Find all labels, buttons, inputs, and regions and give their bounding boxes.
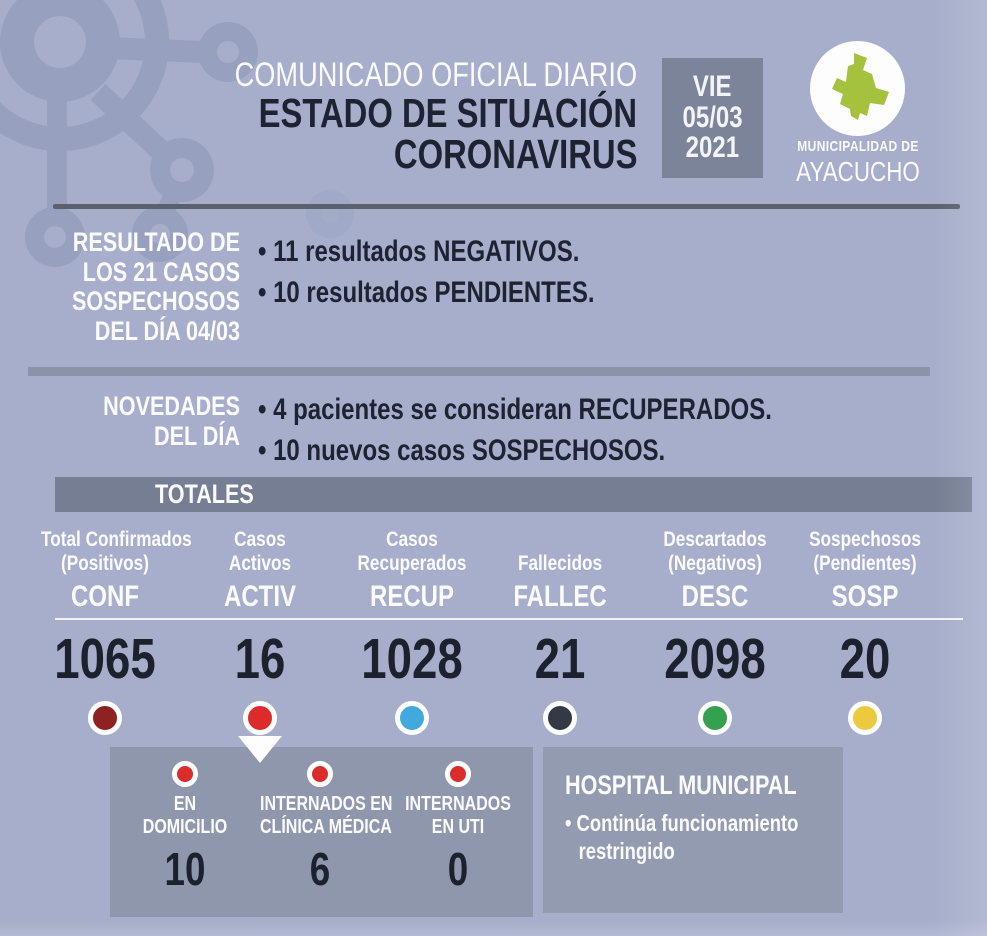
breakdown-item-uti	[383, 747, 533, 895]
column-value: 1028	[361, 627, 463, 691]
date-box	[662, 58, 763, 178]
active-pointer-triangle-icon	[238, 736, 282, 763]
bullet-item: • 4 pacientes se consideran RECUPERADOS.	[258, 393, 772, 426]
totals-column-desc	[635, 523, 795, 735]
header-divider	[53, 204, 960, 209]
label-line: DEL DÍA	[153, 420, 240, 451]
column-name: (Negativos)	[668, 551, 762, 576]
breakdown-label: DOMICILIO	[142, 816, 228, 838]
column-value: 16	[234, 627, 286, 691]
municipality-name	[770, 139, 946, 186]
label-line: LOS 21 CASOS	[82, 256, 240, 287]
breakdown-value: 6	[309, 843, 331, 895]
column-abbr: CONF	[71, 580, 139, 613]
status-dot	[698, 701, 732, 735]
breakdown-value: 0	[447, 843, 469, 895]
breakdown-item-domicilio	[110, 747, 260, 895]
resultado-section-label	[0, 228, 240, 347]
totals-column-conf	[25, 523, 192, 735]
column-abbr: RECUP	[369, 580, 454, 613]
totales-header-bar	[55, 477, 972, 512]
column-name: Casos	[234, 526, 286, 551]
breakdown-item-clinica	[245, 747, 395, 895]
hospital-note-line: restringido	[578, 837, 675, 864]
breakdown-label: INTERNADOS EN	[260, 793, 393, 815]
column-abbr: ACTIV	[224, 580, 296, 613]
novedades-section-label	[0, 392, 240, 451]
totals-column-activ	[180, 523, 340, 735]
column-value: 20	[839, 627, 891, 691]
column-value: 1065	[54, 627, 156, 691]
status-dot	[848, 701, 882, 735]
column-name: Fallecidos	[517, 551, 603, 576]
status-dot	[395, 701, 429, 735]
active-breakdown-panel	[110, 747, 533, 917]
label-line: DEL DÍA 04/03	[94, 316, 240, 347]
column-abbr: SOSP	[831, 580, 899, 613]
status-dot	[243, 701, 277, 735]
column-name: (Positivos)	[61, 551, 149, 576]
status-dot	[307, 761, 333, 787]
column-value: 2098	[664, 627, 766, 691]
totals-column-recup	[332, 523, 492, 735]
column-name: Casos	[386, 526, 438, 551]
ayacucho-map-icon	[810, 41, 905, 136]
hospital-panel	[543, 747, 843, 913]
status-dot	[88, 701, 122, 735]
totals-column-sosp	[785, 523, 945, 735]
bullet-item: • 10 resultados PENDIENTES.	[258, 276, 595, 310]
header-subtitle: COMUNICADO OFICIAL DIARIO	[234, 56, 637, 94]
status-dot	[543, 701, 577, 735]
breakdown-value: 10	[164, 843, 206, 895]
municipality-name-small: MUNICIPALIDAD DE	[797, 138, 919, 155]
breakdown-label: EN	[173, 793, 197, 815]
hospital-note-line: • Continúa funcionamiento	[565, 809, 799, 836]
totales-title: TOTALES	[155, 479, 254, 509]
header-title-line2: CORONAVIRUS	[393, 131, 637, 177]
date-year: 2021	[685, 131, 740, 165]
edge-gradient	[0, 920, 987, 936]
column-name: Sospechosos	[809, 526, 921, 551]
breakdown-label: CLÍNICA MÉDICA	[260, 816, 392, 838]
column-name: Activos	[228, 551, 292, 576]
breakdown-label: EN UTI	[431, 816, 485, 838]
column-name: Recuperados	[357, 551, 467, 576]
resultado-bullets	[258, 231, 679, 314]
column-name: Descartados	[663, 526, 767, 551]
municipality-logo	[810, 41, 905, 136]
date-daymonth: 05/03	[682, 100, 743, 134]
hospital-title: HOSPITAL MUNICIPAL	[565, 770, 797, 800]
column-abbr: FALLEC	[513, 580, 607, 613]
column-name: (Pendientes)	[813, 551, 917, 576]
bullet-item: • 10 nuevos casos SOSPECHOSOS.	[258, 434, 666, 468]
bullet-item: • 11 resultados NEGATIVOS.	[258, 235, 580, 268]
date-weekday: VIE	[693, 70, 732, 104]
section-divider-bar	[28, 367, 930, 376]
status-dot	[172, 761, 198, 787]
municipality-name-big: AYACUCHO	[796, 155, 920, 187]
header-title-line1: ESTADO DE SITUACIÓN	[258, 90, 637, 136]
column-abbr: DESC	[681, 580, 749, 613]
status-dot	[445, 761, 471, 787]
totals-column-fallec	[480, 523, 640, 735]
label-line: NOVEDADES	[103, 391, 240, 421]
column-value: 21	[534, 627, 586, 691]
label-line: SOSPECHOSOS	[71, 286, 240, 317]
novedades-bullets	[258, 389, 900, 472]
label-line: RESULTADO DE	[72, 227, 240, 257]
column-name: Total Confirmados	[41, 526, 192, 551]
hospital-note	[565, 809, 843, 865]
breakdown-label: INTERNADOS	[405, 793, 511, 815]
